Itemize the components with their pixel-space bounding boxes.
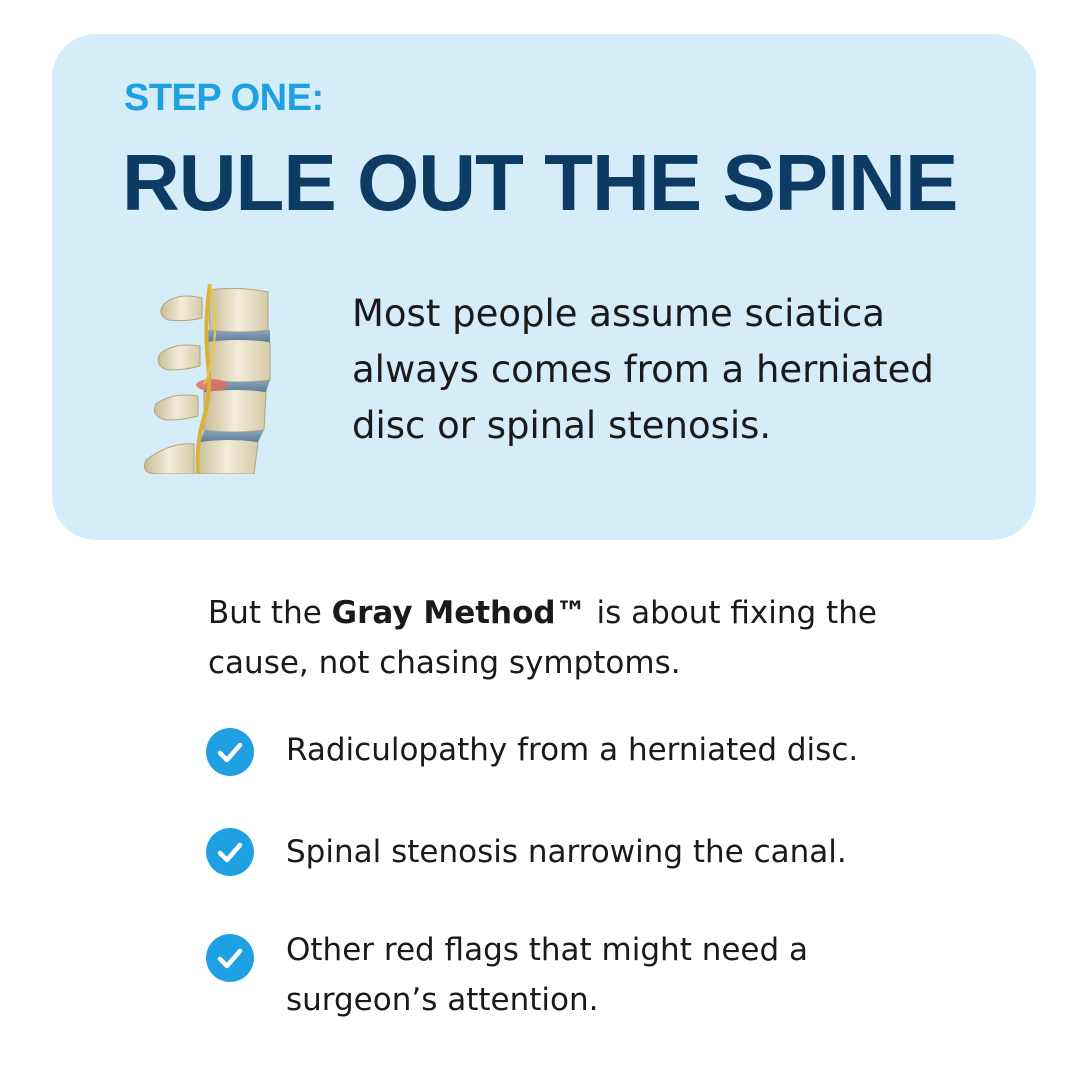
- method-suffix: is about fixing the cause, not chasing symptoms.: [208, 595, 877, 681]
- list-item-text: Spinal stenosis narrowing the canal.: [286, 834, 847, 870]
- list-item-text: Other red flags that might need a surgeon’s attention.: [286, 932, 809, 1018]
- check-circle-icon: [206, 934, 254, 982]
- step-label: STEP ONE:: [124, 77, 324, 119]
- check-circle-icon: [206, 728, 254, 776]
- intro-text: Most people assume sciatica always comes from a herniated disc or spinal stenosis.: [352, 292, 934, 447]
- page-title: RULE OUT THE SPINE: [122, 138, 958, 227]
- list-item-text: Radiculopathy from a herniated disc.: [286, 732, 859, 768]
- spine-illustration: [138, 284, 278, 474]
- check-circle-icon: [206, 828, 254, 876]
- method-brand: Gray Method™: [331, 595, 587, 631]
- method-prefix: But the: [208, 595, 332, 631]
- method-text: [208, 588, 908, 688]
